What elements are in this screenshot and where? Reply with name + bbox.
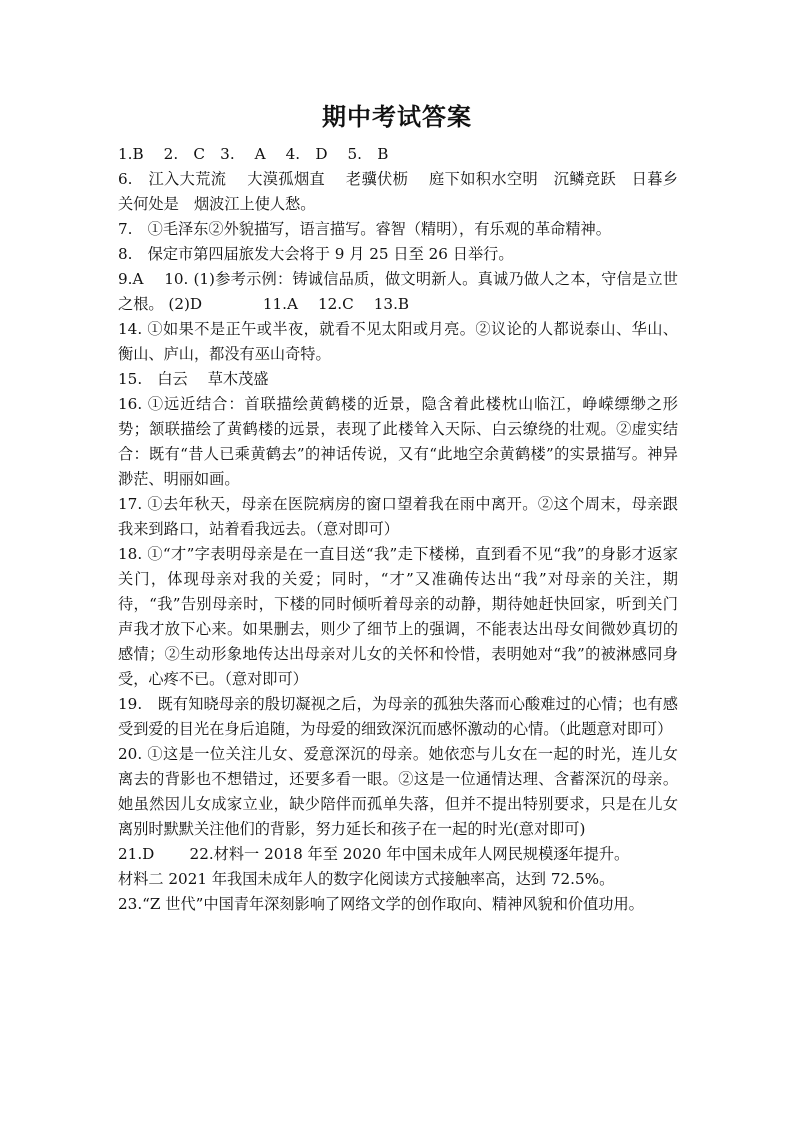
answer-17: 17. ①去年秋天，母亲在医院病房的窗口望着我在雨中离开。②这个周末，母亲跟我来到路口，站着看我远去。（意对即可） <box>118 495 678 538</box>
answer-18: 18. ①“才”字表明母亲是在一直目送“我”走下楼梯，直到看不见“我”的身影才返家关门，体现母亲对我的关爱；同时，“才”又准确传达出“我”对母亲的关注，期待，“我”告别母亲时，下楼的同时倾听着母亲的动静，期待她赶快回家，听到关门声我才放下心来。如果删去，则少了细节上的强调，不能表达出母女间微妙真切的感情；②生动形象地传达出母亲对儿女的关怀和怜惜，表明她对“我”的被淋感同身受，心疼不已。（意对即可） <box>118 545 678 688</box>
answer-21-22: 21.D 22.材料一 2018 年至 2020 年中国未成年人网民规模逐年提升。 <box>118 845 630 863</box>
page-title: 期中考试答案 <box>322 103 472 131</box>
answer-7: 7. ①毛泽东②外貌描写，语言描写。睿智（精明），有乐观的革命精神。 <box>118 220 611 238</box>
answer-16: 16. ①远近结合：首联描绘黄鹤楼的近景，隐含着此楼枕山临江，峥嵘缥缈之形势；颔联描绘了黄鹤楼的远景，表现了此楼耸入天际、白云缭绕的壮观。②虚实结合：既有“昔人已乘黄鹤去”的神话传说，又有“此地空余黄鹤楼”的实景描写。神异渺茫、明丽如画。 <box>118 395 678 488</box>
answer-list <box>118 142 678 917</box>
answer-9-13: 9.A 10. (1)参考示例：铸诚信品质，做文明新人。真诚乃做人之本，守信是立世之根。 (2)D 11.A 12.C 13.B <box>118 270 678 313</box>
answer-15: 15. 白云 草木茂盛 <box>118 370 269 388</box>
answer-14: 14. ①如果不是正午或半夜，就看不见太阳或月亮。②议论的人都说泰山、华山、衡山、庐山，都没有巫山奇特。 <box>118 320 678 363</box>
answer-1-5: 1.B 2. C 3. A 4. D 5. B <box>118 145 389 163</box>
answer-23: 23.“Z 世代”中国青年深刻影响了网络文学的创作取向、精神风貌和价值功用。 <box>118 895 644 913</box>
answer-8: 8. 保定市第四届旅发大会将于 9 月 25 日至 26 日举行。 <box>118 245 514 263</box>
answer-6: 6. 江入大荒流 大漠孤烟直 老骥伏枥 庭下如积水空明 沉鳞竞跃 日暮乡关何处是 烟波江上使人愁。 <box>118 170 678 213</box>
answer-22-material-2: 材料二 2021 年我国未成年人的数字化阅读方式接触率高，达到 72.5%。 <box>118 870 615 888</box>
answer-19: 19. 既有知晓母亲的殷切凝视之后，为母亲的孤独失落而心酸难过的心情；也有感受到爱的目光在身后追随，为母爱的细致深沉而感怀激动的心情。（此题意对即可） <box>118 695 678 738</box>
answer-20: 20. ①这是一位关注儿女、爱意深沉的母亲。她依恋与儿女在一起的时光，连儿女离去的背影也不想错过，还要多看一眼。②这是一位通情达理、含蓄深沉的母亲。她虽然因儿女成家立业，缺少陪伴而孤单失落，但并不提出特别要求，只是在儿女离别时默默关注他们的背影，努力延长和孩子在一起的时光(意对即可) <box>118 745 678 838</box>
